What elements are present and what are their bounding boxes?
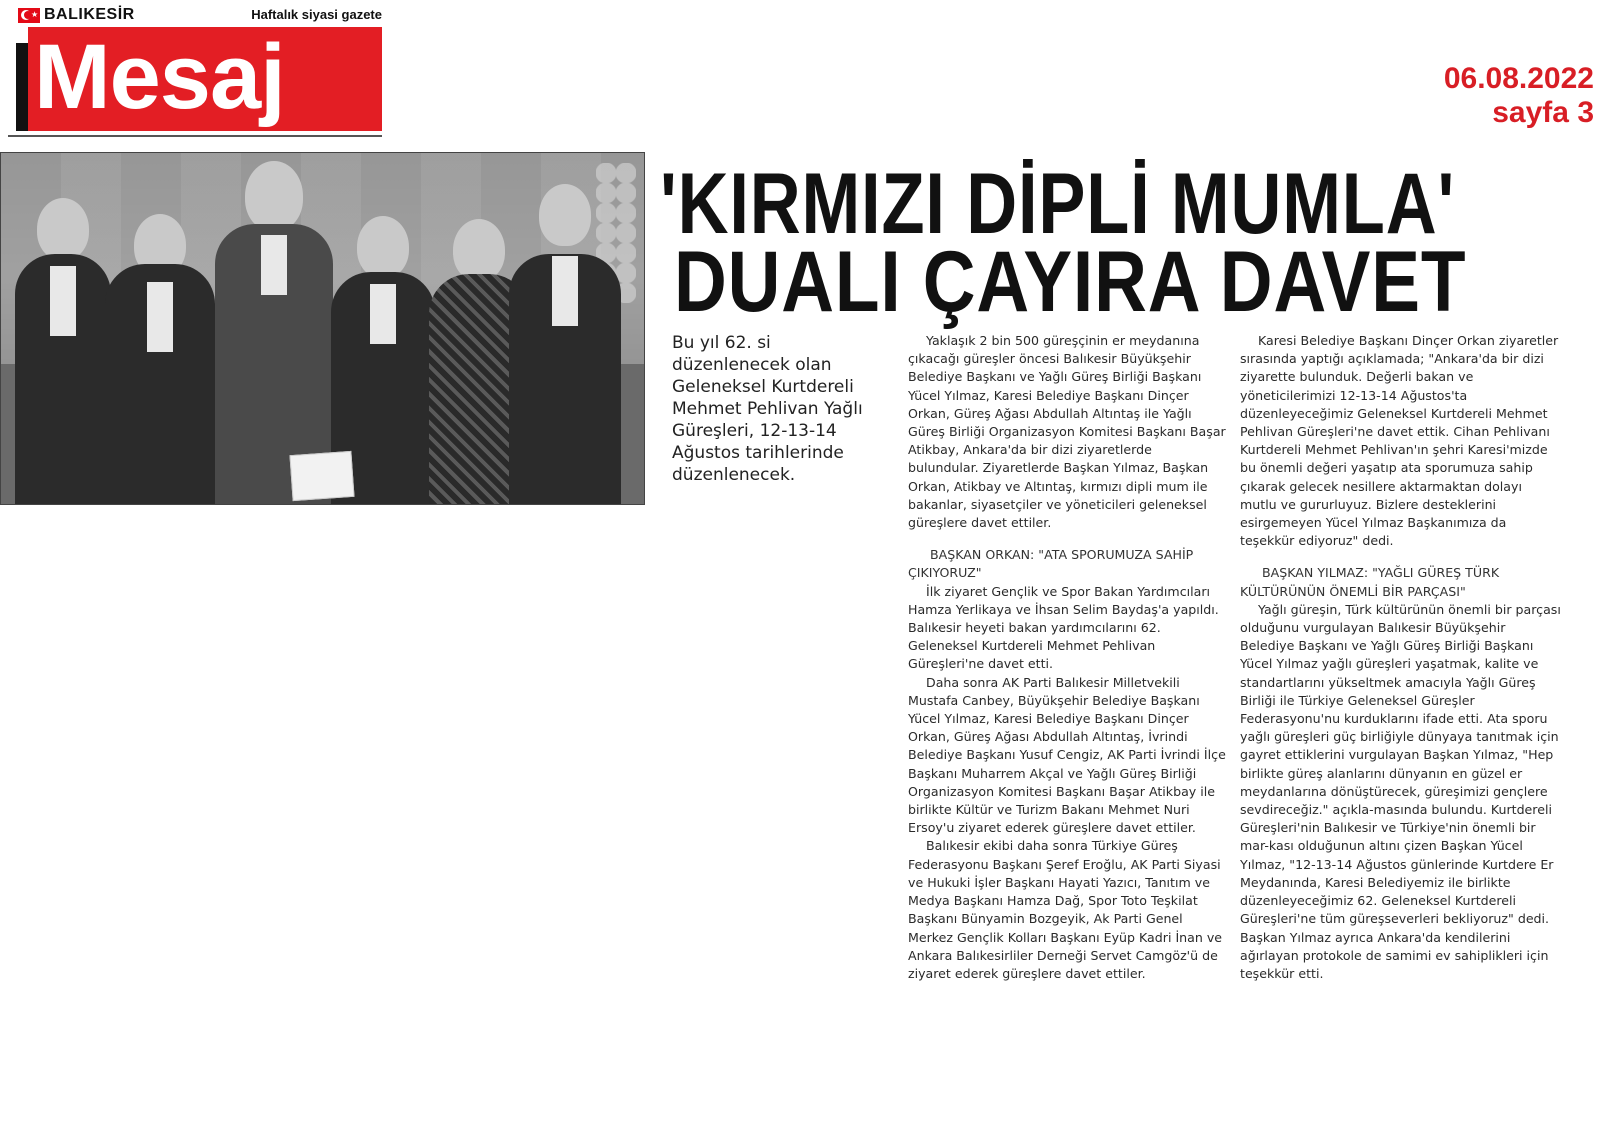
masthead-city: BALIKESİR [44,6,135,23]
masthead [8,5,382,135]
masthead-divider [8,135,382,137]
subheading: BAŞKAN YILMAZ: "YAĞLI GÜREŞ TÜRK KÜLTÜRÜNÜN ÖNEMLİ BİR PARÇASI" [1240,565,1500,599]
issue-info [1444,62,1594,130]
person-figure [215,159,333,504]
paragraph: Yaklaşık 2 bin 500 güreşçinin er meydanına çıkacağı güreşler öncesi Balıkesir Büyükşehir Belediye Başkanı ve Yağlı Güreş Birliği Başkanı Yücel Yılmaz, Karesi Belediye Başkanı Dinçer Orkan, Güreş Ağası Abdullah Altıntaş ile Yağlı Güreş Birliği Organizasyon Komitesi Başkanı Başar Atikbay, Ankara'da bir dizi ziyaretlerde bulundular. Ziyaretlerde Başkan Yılmaz, Başkan Orkan, Atikbay ve Altıntaş, kırmızı dipli mum ile bakanlar, siyasetçiler ve yöneticileri geleneksel güreşlere davet ettiler. [908,333,1226,531]
article-column-2 [1240,332,1562,983]
invitation-folder [289,451,354,501]
masthead-logo [28,27,382,131]
person-figure [15,174,111,504]
headline-line-2: DUALI ÇAYIRA DAVET [674,234,1467,330]
article-column-1 [908,332,1226,983]
masthead-tagline: Haftalık siyasi gazete [251,7,382,22]
person-figure [105,184,215,504]
headline-line-1: 'KIRMIZI DİPLİ MUMLA' [660,156,1456,252]
subheading: BAŞKAN ORKAN: "ATA SPORUMUZA SAHİP ÇIKIYORUZ" [908,547,1194,581]
person-figure [509,174,621,504]
page-number: sayfa 3 [1492,96,1594,129]
masthead-topbar [8,5,382,27]
paragraph: Yağlı güreşin, Türk kültürünün önemli bir parçası olduğunu vurgulayan Balıkesir Büyükşehir Belediye Başkanı ve Yağlı Güreş Birliği Başkanı Yücel Yılmaz yağlı güreşleri yaşatmak, kalite ve standartlarını yükseltmek amacıyla Yağlı Güreş Birliği ile Türkiye Geleneksel Güreşler Federasyonu'nu kurduklarını ifade etti. Ata sporu yağlı güreşleri güç birliğiyle dünyaya tanıtmak için gayret ettiklerini vurgulayan Başkan Yılmaz, "Hep birlikte güreş alanlarını dünyanın en güzel er meydanlarına dönüştürecek, güreşimizi gençlere sevdireceğiz." açıkla-masında bulundu. Kurtdereli Güreşleri'nin Balıkesir ve Türkiye'nin önemli bir mar-kası olduğunun altını çizen Başkan Yücel Yılmaz, "12-13-14 Ağustos günlerinde Kurtdere Er Meydanında, Karesi Belediyemiz ile birlikte düzenleyeceğimiz 62. Geleneksel Kurtdereli Güreşleri'ne tüm güreşseverleri bekliyoruz" dedi. Başkan Yılmaz ayrıca Ankara'da kendilerini ağırlayan protokole de samimi ev sahiplikleri için teşekkür etti. [1240,601,1561,981]
paragraph: Karesi Belediye Başkanı Dinçer Orkan ziyaretler sırasında yaptığı açıklamada; "Ankara'da bir dizi ziyarette bulunduk. Değerli bakan ve yöneticilerimizi 12-13-14 Ağustos'ta düzenleyeceğimiz Geleneksel Kurtdereli Mehmet Pehlivan Güreşleri'ne davet ettik. Cihan Pehlivanı Kurtdereli Mehmet Pehlivan'ın şehri Karesi'mizde bu önemli değeri yaşatıp ata sporumuza sahip çıkarak gelecek nesillere aktarmaktan dolayı mutlu ve gururluyuz. Bizlere desteklerini esirgemeyen Yücel Yılmaz Başkanımıza da teşekkür ediyoruz" dedi. [1240,333,1559,549]
turkish-flag-icon: ★ [18,8,40,23]
issue-date: 06.08.2022 [1443,62,1594,95]
article-summary: Bu yıl 62. si düzenlenecek olan Geleneksel Kurtdereli Mehmet Pehlivan Yağlı Güreşleri, 12-13-14 Ağustos tarihlerinde düzenlenecek. [672,333,863,485]
news-photo [0,152,645,505]
paragraph: Daha sonra AK Parti Balıkesir Milletvekili Mustafa Canbey, Büyükşehir Belediye Başkanı Yücel Yılmaz, Karesi Belediye Başkanı Dinçer Orkan, Güreş Ağası Abdullah Altıntaş, İvrindi Belediye Başkanı Yusuf Cengiz, AK Parti İvrindi İlçe Başkanı Muharrem Akçal ve Yağlı Güreş Birliği Organizasyon Komitesi Başkanı Başar Atikbay ile birlikte Kültür ve Turizm Bakanı Mehmet Nuri Ersoy'u ziyaret ederek güreşlere davet ettiler. [908,674,1226,836]
masthead-title: Mesaj [34,26,285,128]
paragraph: İlk ziyaret Gençlik ve Spor Bakan Yardımcıları Hamza Yerlikaya ve İhsan Selim Baydaş'a yapıldı. Balıkesir heyeti bakan yardımcılarını 62. Geleneksel Kurtdereli Mehmet Pehlivan Güreşleri'ne davet etti. [908,583,1219,672]
paragraph: Balıkesir ekibi daha sonra Türkiye Güreş Federasyonu Başkanı Şeref Eroğlu, AK Parti Siyasi ve Hukuki İşler Başkanı Hayati Yazıcı, Tanıtım ve Medya Başkanı Hamza Dağ, Spor Toto Teşkilat Başkanı Bünyamin Bozgeyik, Ak Parti Genel Merkez Gençlik Kolları Başkanı Eyüp Kadri İnan ve Ankara Balıkesirliler Derneği Servet Camgöz'ü de ziyaret ederek güreşlere davet ettiler. [908,838,1223,981]
